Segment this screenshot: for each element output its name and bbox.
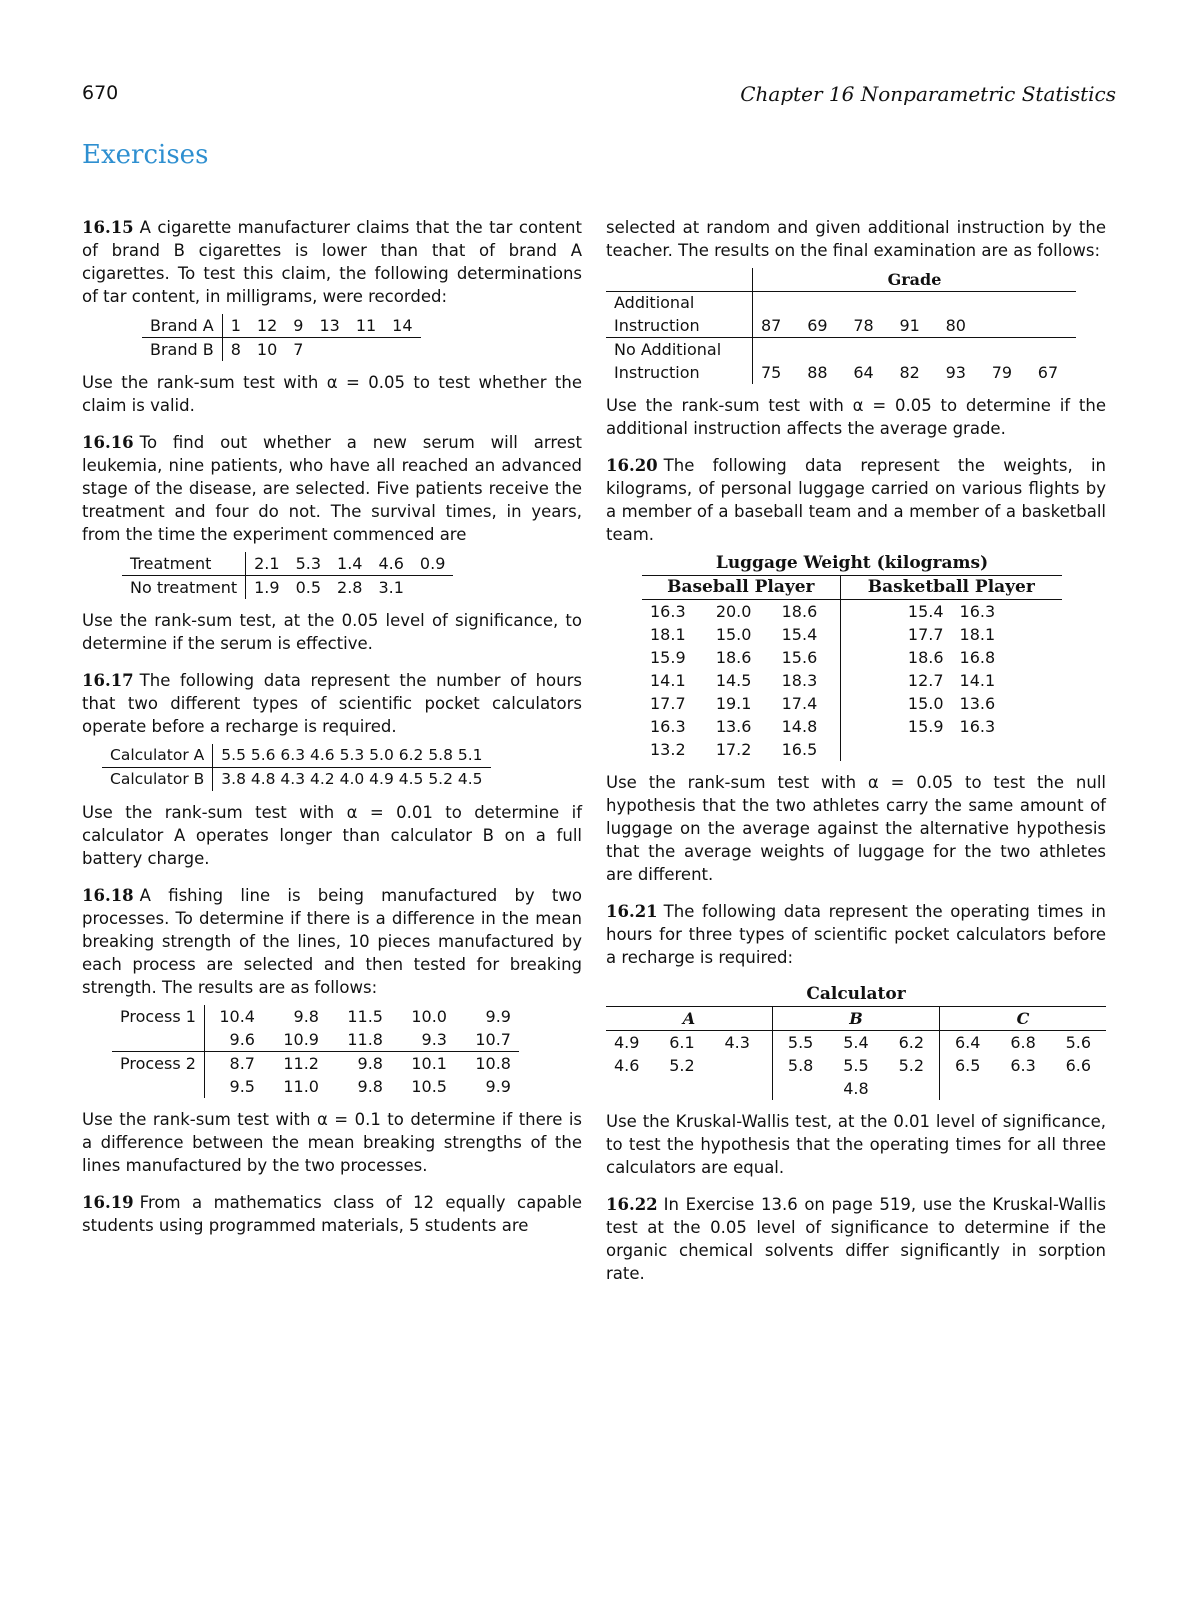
cell: [772, 1077, 828, 1100]
cell: 15.0: [840, 692, 951, 715]
exercise-number: 16.16: [82, 433, 134, 452]
cell: 6.4: [940, 1031, 996, 1055]
cell: [940, 1077, 996, 1100]
cell: 3.8 4.8 4.3 4.2 4.0 4.9 4.5 5.2 4.5: [213, 768, 491, 792]
cell: 88: [807, 363, 828, 382]
cell: 6.5: [940, 1054, 996, 1077]
cell: 11.8: [347, 1030, 383, 1049]
cell: 9.8: [357, 1077, 383, 1096]
cell: 64: [853, 363, 874, 382]
cell: [717, 1054, 773, 1077]
exercise-question: Use the Kruskal-Wallis test, at the 0.01 level of significance, to test the hypothesis that the operating times for all three calculators are equal.: [606, 1112, 1106, 1177]
cell: 93: [945, 363, 966, 382]
cell: 8: [222, 338, 249, 362]
cell: 91: [899, 316, 920, 335]
cell: 6.8: [1010, 1033, 1036, 1052]
exercise-text: The following data represent the number of hours that two different types of scientific pocket calculators operate before a recharge is required.: [82, 671, 582, 736]
cell: 2.8: [337, 578, 363, 597]
exercise-text: selected at random and given additional instruction by the teacher. The results on the final examination are as follows:: [606, 218, 1106, 260]
cell: 1.9: [246, 576, 288, 600]
serum-table: [122, 552, 453, 599]
cell: 5.5: [772, 1031, 828, 1055]
cell: [995, 1077, 1050, 1100]
cell: 18.1: [650, 625, 686, 644]
cell: 16.3: [650, 717, 686, 736]
cell: 6.1: [669, 1033, 695, 1052]
exercise-text: A cigarette manufacturer claims that the tar content of brand B cigarettes is lower than that of brand A cigarettes. To test this claim, the following determinations of tar content, in milligrams, were recorded:: [82, 218, 582, 306]
cell: 9.6: [204, 1028, 263, 1052]
cell: 3.1: [378, 578, 404, 597]
column-header: B: [772, 1007, 939, 1031]
cell: 10.5: [411, 1077, 447, 1096]
fishing-line-table: [112, 1005, 519, 1098]
cell: [1051, 1077, 1106, 1100]
cell: 4.6: [378, 554, 404, 573]
exercise-16-16: [82, 431, 582, 655]
cell: 14.1: [959, 671, 996, 690]
cell: 15.4: [840, 600, 951, 624]
left-column: [82, 216, 582, 1251]
cell: 0.9: [419, 554, 446, 573]
exercise-question: Use the rank-sum test with α = 0.05 to test whether the claim is valid.: [82, 373, 582, 415]
cell: 11.2: [283, 1054, 319, 1073]
cell: 12: [256, 316, 278, 335]
cell: 11: [355, 316, 377, 335]
section-title: Exercises: [82, 140, 209, 170]
cell: 10.9: [283, 1030, 319, 1049]
cell: 14.1: [650, 671, 686, 690]
exercise-number: 16.18: [82, 886, 134, 905]
cell: [984, 314, 1030, 338]
cell: 20.0: [715, 602, 752, 621]
column-header: A: [682, 1009, 696, 1028]
grade-header: Grade: [753, 268, 1077, 292]
cell: 4.3: [724, 1033, 750, 1052]
cell: 11.5: [347, 1007, 383, 1026]
calculator-kw-table: [606, 983, 1106, 1100]
row-label: Instruction: [614, 363, 700, 382]
exercise-question: Use the rank-sum test, at the 0.05 level of significance, to determine if the serum is effective.: [82, 611, 582, 653]
cell: 9.8: [357, 1054, 383, 1073]
cell: 14.5: [715, 671, 752, 690]
row-label: No treatment: [130, 578, 238, 597]
cell: 13.6: [715, 717, 752, 736]
cell: 5.4: [843, 1033, 869, 1052]
cell: 16.8: [959, 648, 996, 667]
table-title: Luggage Weight (kilograms): [715, 553, 989, 573]
cell: 5.8: [772, 1054, 828, 1077]
cell: 82: [899, 363, 920, 382]
row-label: Calculator A: [110, 746, 205, 764]
cell: 67: [1037, 363, 1059, 382]
table-title: Calculator: [806, 984, 906, 1004]
cell: 4.6: [614, 1056, 640, 1075]
row-label: Treatment: [130, 554, 212, 573]
exercise-16-20: [606, 454, 1106, 886]
cell: 17.7: [840, 623, 951, 646]
cell: 6.6: [1065, 1056, 1092, 1075]
row-label: Brand A: [150, 316, 214, 335]
cell: 87: [753, 314, 800, 338]
cell: 15.0: [715, 625, 752, 644]
cell: 18.6: [715, 648, 752, 667]
cell: [384, 338, 420, 362]
row-label: Instruction: [614, 316, 700, 335]
row-label: Calculator B: [110, 770, 205, 788]
column-header: C: [940, 1007, 1106, 1031]
exercise-question: Use the rank-sum test with α = 0.1 to determine if there is a difference between the mean breaking strengths of the lines manufactured by the two processes.: [82, 1110, 582, 1175]
cell: 10.8: [475, 1054, 511, 1073]
cell: 8.7: [204, 1052, 263, 1076]
cell: 4.9: [614, 1033, 640, 1052]
column-header: Basketball Player: [840, 576, 1062, 600]
cell: 10.4: [204, 1005, 263, 1028]
cell: 10.1: [411, 1054, 447, 1073]
cell: 18.1: [959, 625, 996, 644]
exercise-number: 16.17: [82, 671, 134, 690]
cell: 5.2: [669, 1056, 695, 1075]
cell: 18.6: [840, 646, 951, 669]
cell: 5.6: [1065, 1033, 1092, 1052]
cell: 13.6: [959, 694, 996, 713]
cell: 9.5: [204, 1075, 263, 1098]
exercise-text: From a mathematics class of 12 equally capable students using programmed materials, 5 students are: [82, 1193, 582, 1235]
cell: 18.3: [781, 671, 818, 690]
exercise-question: Use the rank-sum test with α = 0.05 to determine if the additional instruction affects the average grade.: [606, 396, 1106, 438]
cell: [952, 738, 1062, 761]
cell: 10: [256, 340, 278, 359]
cell: 69: [807, 316, 828, 335]
cell: 16.3: [959, 602, 996, 621]
cell: 18.6: [781, 602, 818, 621]
cell: 9.9: [485, 1077, 511, 1096]
cell: 5.3: [295, 554, 322, 573]
cell: 17.7: [650, 694, 686, 713]
cell: 11.0: [283, 1077, 319, 1096]
exercise-question: Use the rank-sum test with α = 0.05 to test the null hypothesis that the two athletes carry the same amount of luggage on the average against the alternative hypothesis that the average weights of luggage for the two athletes are different.: [606, 773, 1106, 884]
cell: 15.9: [650, 648, 686, 667]
cell: 4.8: [843, 1079, 869, 1098]
cell: 13.2: [650, 740, 686, 759]
cell: 16.3: [650, 602, 686, 621]
cell: 78: [853, 316, 874, 335]
cell: 6.2: [898, 1033, 925, 1052]
cell: 5.2: [898, 1056, 925, 1075]
grade-table: [606, 268, 1076, 384]
row-label: Additional: [614, 293, 695, 312]
cell: 2.1: [246, 552, 288, 576]
exercise-text: The following data represent the weights, in kilograms, of personal luggage carried on various flights by a member of a baseball team and a member of a basketball team.: [606, 456, 1106, 544]
cell: 9.9: [485, 1007, 511, 1026]
exercise-number: 16.15: [82, 218, 134, 237]
cell: 14.8: [781, 717, 818, 736]
cell: [1030, 314, 1076, 338]
cell: [840, 738, 951, 761]
exercise-text: The following data represent the operating times in hours for three types of scientific pocket calculators before a recharge is required:: [606, 902, 1106, 967]
exercise-16-15: [82, 216, 582, 417]
cell: 17.4: [781, 694, 818, 713]
chapter-title: Chapter 16 Nonparametric Statistics: [740, 82, 1116, 106]
row-label: Process 2: [120, 1054, 196, 1073]
cell: 17.2: [715, 740, 752, 759]
row-label: Brand B: [150, 340, 214, 359]
exercise-16-19: [82, 1191, 582, 1237]
exercise-16-17: [82, 669, 582, 870]
cell: 1.4: [337, 554, 363, 573]
exercise-text: A fishing line is being manufactured by two processes. To determine if there is a difference in the mean breaking strength of the lines, 10 pieces manufactured by each process are selected and then tested for breaking strength. The results are as follows:: [82, 886, 582, 997]
cell: 10.7: [475, 1030, 511, 1049]
cell: 12.7: [840, 669, 951, 692]
cell: [412, 576, 453, 600]
exercise-text: To find out whether a new serum will arrest leukemia, nine patients, who have all reached an advanced stage of the disease, are selected. Five patients receive the treatment and four do not. The survival times, in years, from the time the experiment commenced are: [82, 433, 582, 544]
calculator-hours-table: [102, 744, 491, 791]
cell: 19.1: [715, 694, 752, 713]
cell: [717, 1077, 773, 1100]
cell: 6.3: [1010, 1056, 1036, 1075]
cell: 14: [392, 316, 413, 335]
cell: [348, 338, 384, 362]
cell: 15.4: [781, 625, 818, 644]
cell: 7: [293, 340, 304, 359]
cell: 80: [945, 316, 966, 335]
exercise-16-18: [82, 884, 582, 1177]
exercise-16-19-continued: [606, 216, 1106, 440]
exercise-number: 16.22: [606, 1195, 658, 1214]
cell: [884, 1077, 940, 1100]
exercise-number: 16.20: [606, 456, 658, 475]
luggage-table: [642, 552, 1062, 761]
cell: 13: [319, 316, 340, 335]
exercise-question: Use the rank-sum test with α = 0.01 to determine if calculator A operates longer than calculator B on a full battery charge.: [82, 803, 582, 868]
cell: 9.8: [293, 1007, 319, 1026]
cell: 1: [222, 314, 249, 338]
exercise-16-22: [606, 1193, 1106, 1285]
page-number: 670: [82, 82, 119, 104]
cell: [311, 338, 347, 362]
cell: [661, 1077, 716, 1100]
cell: 16.3: [959, 717, 996, 736]
exercise-16-21: [606, 900, 1106, 1179]
cell: 9.3: [421, 1030, 447, 1049]
exercise-number: 16.19: [82, 1193, 134, 1212]
exercise-number: 16.21: [606, 902, 658, 921]
exercise-text: In Exercise 13.6 on page 519, use the Kruskal-Wallis test at the 0.05 level of significance to determine if the organic chemical solvents differ significantly in sorption rate.: [606, 1195, 1106, 1283]
cell: 79: [991, 363, 1013, 382]
cell: 5.5: [843, 1056, 869, 1075]
tar-table: [142, 314, 421, 361]
cell: 16.5: [781, 740, 818, 759]
cell: 0.5: [295, 578, 322, 597]
cell: 5.5 5.6 6.3 4.6 5.3 5.0 6.2 5.8 5.1: [213, 744, 491, 768]
cell: 10.0: [411, 1007, 447, 1026]
cell: 15.6: [781, 648, 818, 667]
column-header: Baseball Player: [667, 577, 815, 597]
cell: 9: [293, 316, 304, 335]
row-label: Process 1: [120, 1007, 196, 1026]
cell: 75: [753, 361, 800, 384]
cell: [606, 1077, 661, 1100]
row-label: No Additional: [614, 340, 722, 359]
right-column: [606, 216, 1106, 1299]
cell: 15.9: [840, 715, 951, 738]
